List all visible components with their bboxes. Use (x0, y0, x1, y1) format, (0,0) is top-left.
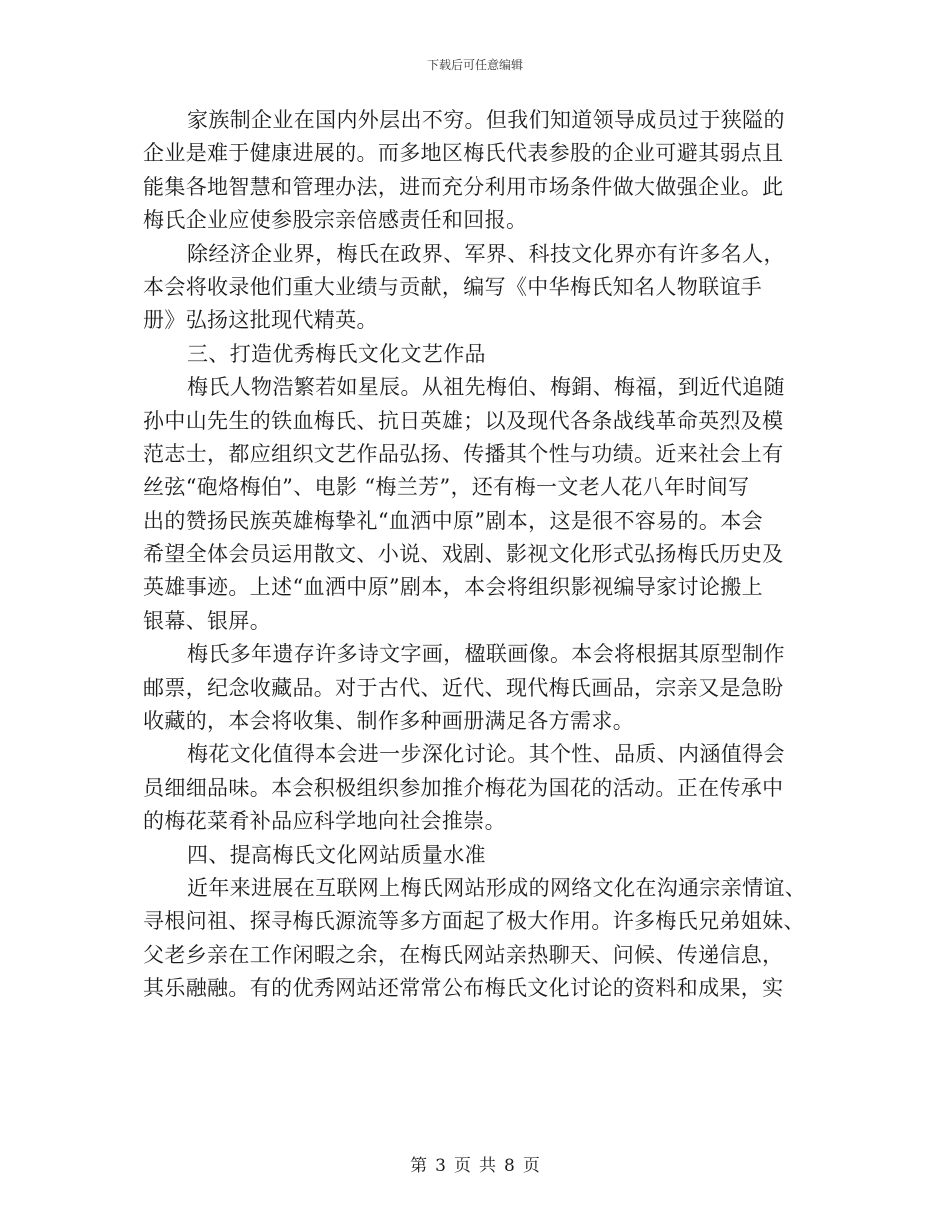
text-line: 希望全体会员运用散文、小说、戏剧、影视文化形式弘扬梅氏历史及 (143, 542, 784, 567)
text-line: 企业是难于健康进展的。而多地区梅氏代表参股的企业可避其弱点且 (143, 141, 784, 166)
text-line: 梅氏多年遗存许多诗文字画，楹联画像。本会将根据其原型制作 (187, 642, 785, 667)
text-line: 出的赞扬民族英雄梅挚礼“血洒中原”剧本，这是很不容易的。本会 (143, 508, 763, 533)
text-line: 其乐融融。有的优秀网站还常常公布梅氏文化讨论的资料和成果，实 (143, 976, 784, 1001)
text-line: 近年来进展在互联网上梅氏网站形成的网络文化在沟通宗亲情谊、 (187, 875, 807, 900)
page-footer (0, 1151, 950, 1176)
text-line: 邮票，纪念收藏品。对于古代、近代、现代梅氏画品，宗亲又是急盼 (143, 675, 784, 700)
footer-prefix: 第 (410, 1156, 428, 1176)
text-line: 孙中山先生的铁血梅氏、抗日英雄；以及现代各条战线革命英烈及模 (143, 408, 784, 433)
footer-suffix: 页 (522, 1156, 540, 1176)
text-line: 除经济企业界，梅氏在政界、军界、科技文化界亦有许多名人， (187, 241, 785, 266)
footer-page-word: 页 (454, 1156, 471, 1176)
document-body (143, 104, 808, 1006)
footer-total-pages: 8 (504, 1156, 515, 1176)
text-line: 银幕、银屏。 (143, 608, 272, 633)
text-line: 梅氏人物浩繁若如星辰。从祖先梅伯、梅鋗、梅福，到近代追随 (187, 375, 785, 400)
text-line: 册》弘扬这批现代精英。 (143, 308, 378, 333)
text-line: 梅氏企业应使参股宗亲倍感责任和回报。 (143, 208, 528, 233)
page-header-note: 下载后可任意编辑 (426, 58, 523, 72)
text-line: 能集各地智慧和管理办法，进而充分利用市场条件做大做强企业。此 (143, 174, 784, 199)
text-line: 收藏的，本会将收集、制作多种画册满足各方需求。 (143, 709, 635, 734)
text-line: 本会将收录他们重大业绩与贡献，编写《中华梅氏知名人物联谊手 (143, 274, 763, 299)
text-line: 父老乡亲在工作闲暇之余，在梅氏网站亲热聊天、问候、传递信息， (143, 942, 784, 967)
text-line: 英雄事迹。上述“血洒中原”剧本，本会将组织影视编导家讨论搬上 (143, 575, 763, 600)
footer-total-word: 共 (479, 1156, 496, 1176)
text-line: 员细细品味。本会积极组织参加推介梅花为国花的活动。正在传承中 (143, 775, 784, 800)
text-line: 三、打造优秀梅氏文化文艺作品 (187, 341, 486, 366)
text-line: 四、提高梅氏文化网站质量水准 (187, 842, 486, 867)
footer-current-page: 3 (435, 1156, 446, 1176)
text-line: 家族制企业在国内外层出不穷。但我们知道领导成员过于狭隘的 (187, 108, 785, 132)
text-line: 丝弦“砲烙梅伯”、电影 “梅兰芳”，还有梅一文老人花八年时间写 (143, 475, 750, 500)
text-line: 范志士，都应组织文艺作品弘扬、传播其个性与功绩。近来社会上有 (143, 441, 784, 466)
text-line: 的梅花菜肴补品应科学地向社会推崇。 (143, 809, 506, 834)
text-line: 梅花文化值得本会进一步深化讨论。其个性、品质、内涵值得会 (187, 742, 785, 767)
text-line: 寻根问祖、探寻梅氏源流等多方面起了极大作用。许多梅氏兄弟姐妹、 (143, 909, 805, 934)
